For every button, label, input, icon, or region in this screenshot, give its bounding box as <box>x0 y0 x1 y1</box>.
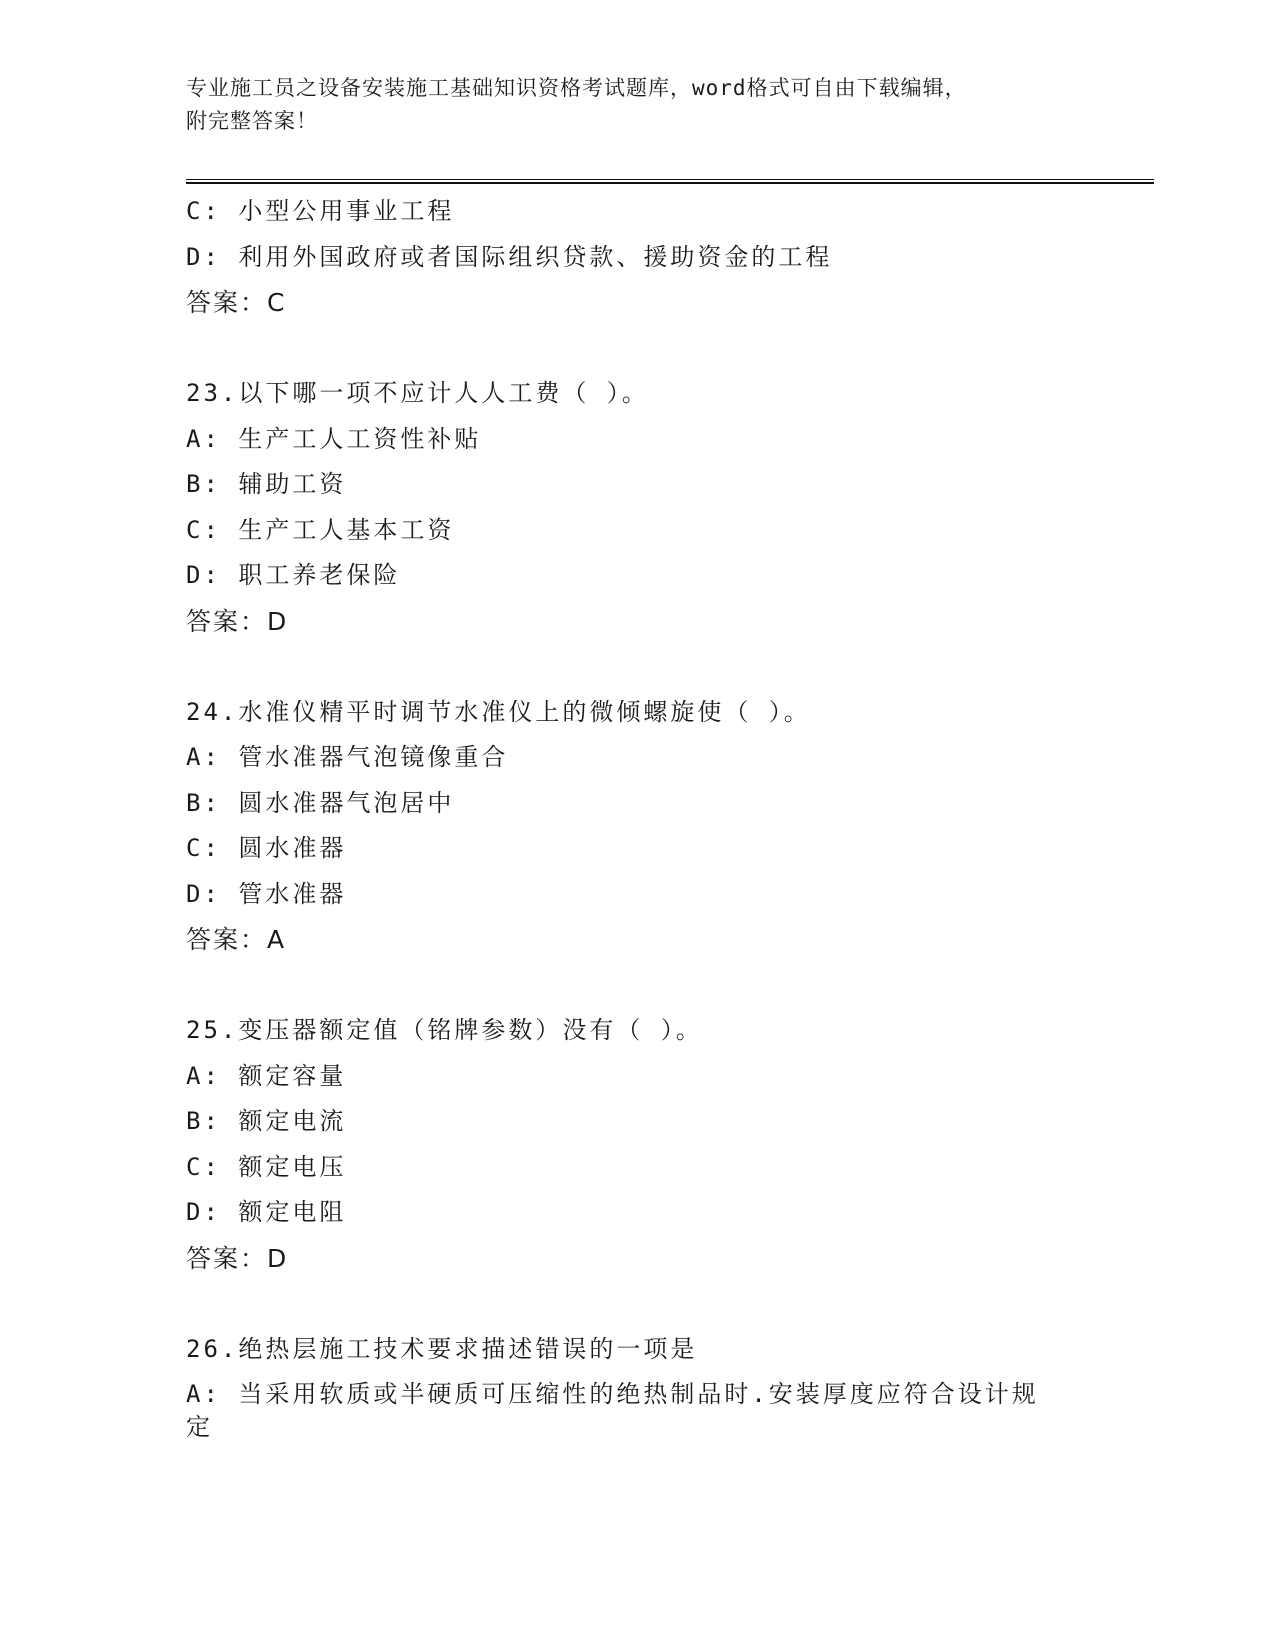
question-25 <box>186 1008 1154 1281</box>
option-d: D: 职工养老保险 <box>186 561 401 589</box>
option-b: B: 辅助工资 <box>186 470 347 498</box>
question-23 <box>186 371 1154 644</box>
spacer <box>186 644 1154 690</box>
option-c: C: 小型公用事业工程 <box>186 197 455 225</box>
question-stem: 23.以下哪一项不应计人人工费（ ）。 <box>186 379 649 407</box>
option-b: B: 额定电流 <box>186 1107 347 1135</box>
spacer <box>186 1281 1154 1327</box>
question-24 <box>186 690 1154 963</box>
option-b: B: 圆水准器气泡居中 <box>186 788 455 817</box>
question-stem: 25.变压器额定值（铭牌参数）没有（ ）。 <box>186 1016 703 1044</box>
question-stem: 26.绝热层施工技术要求描述错误的一项是 <box>186 1334 698 1363</box>
option-d: D: 管水准器 <box>186 879 347 908</box>
option-a: A: 当采用软质或半硬质可压缩性的绝热制品时.安装厚度应符合设计规定 <box>186 1380 1039 1441</box>
question-26 <box>186 1327 1154 1445</box>
answer-line: 答案：D <box>186 606 289 636</box>
option-c: C: 生产工人基本工资 <box>186 515 455 544</box>
option-d: D: 额定电阻 <box>186 1198 347 1226</box>
option-c: C: 圆水准器 <box>186 834 347 862</box>
option-a: A: 生产工人工资性补贴 <box>186 424 482 453</box>
question-list <box>186 189 1154 1444</box>
answer-line: 答案：D <box>186 1243 289 1273</box>
option-d: D: 利用外国政府或者国际组织贷款、援助资金的工程 <box>186 242 833 271</box>
spacer <box>186 963 1154 1009</box>
prev-question-block <box>186 189 1154 326</box>
answer-line: 答案：A <box>186 925 287 954</box>
option-a: A: 额定容量 <box>186 1061 347 1090</box>
header-divider <box>186 179 1154 184</box>
answer-line: 答案：C <box>186 288 287 317</box>
spacer <box>186 326 1154 372</box>
option-c: C: 额定电压 <box>186 1152 347 1181</box>
question-stem: 24.水准仪精平时调节水准仪上的微倾螺旋使（ ）。 <box>186 697 811 726</box>
document-header: 专业施工员之设备安装施工基础知识资格考试题库，word格式可自由下载编辑， 附完整答案！ <box>186 76 967 133</box>
option-a: A: 管水准器气泡镜像重合 <box>186 743 509 771</box>
